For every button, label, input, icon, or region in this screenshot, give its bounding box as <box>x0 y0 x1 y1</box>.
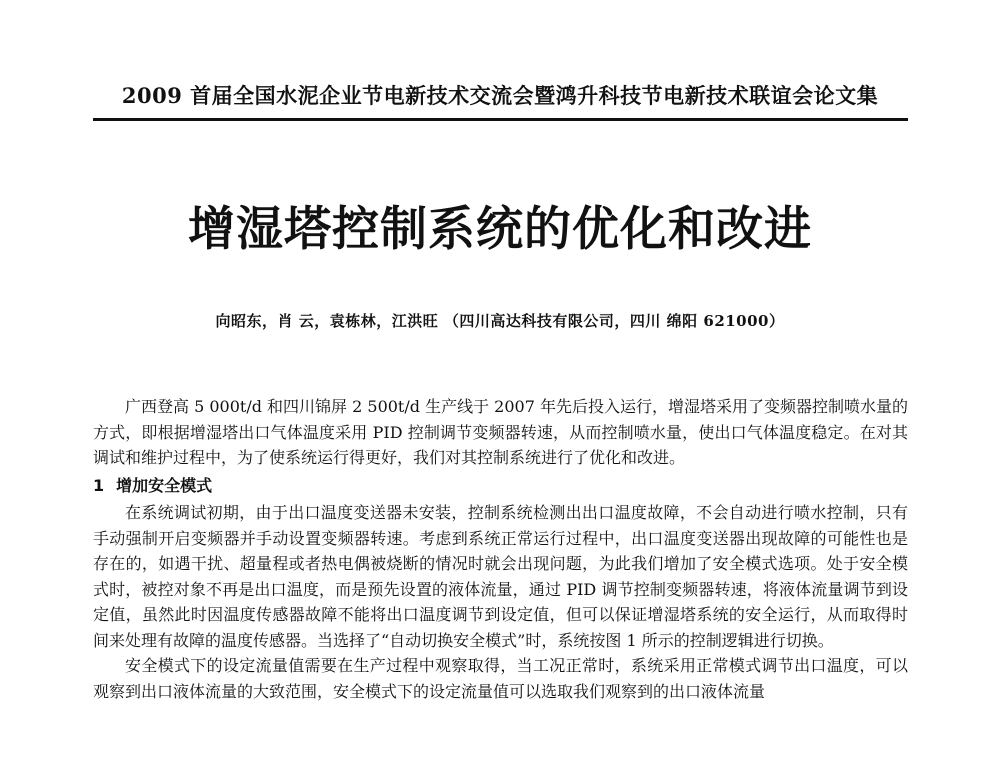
section-title: 增加安全模式 <box>116 475 213 495</box>
paper-title: 增湿塔控制系统的优化和改进 <box>188 202 812 257</box>
section-heading <box>93 473 908 499</box>
author-affiliation: 向昭东，肖 云，袁栋林，江洪旺 （四川高达科技有限公司，四川 绵阳 621000） <box>215 312 785 330</box>
paper-body <box>93 394 908 704</box>
intro-paragraph: 广西登高 5 000t/d 和四川锦屏 2 500t/d 生产线于 2007 年先后投入运行，增湿塔采用了变频器控制喷水量的方式，即根据增湿塔出口气体温度采用 PID 控制调节变频器转速，从而控制喷水量，使出口气体温度稳定。在对其调试和维护过程中，为了使系统运行得更好，我们对其控制系统进行了优化和改进。 <box>93 397 908 467</box>
section-paragraph: 安全模式下的设定流量值需要在生产过程中观察取得，当工况正常时，系统采用正常模式调节出口温度，可以观察到出口液体流量的大致范围，安全模式下的设定流量值可以选取我们观察到的出口液体流量 <box>93 656 908 701</box>
section-paragraph: 在系统调试初期，由于出口温度变送器未安装，控制系统检测出出口温度故障，不会自动进行喷水控制，只有手动强制开启变频器并手动设置变频器转速。考虑到系统正常运行过程中，出口温度变送器出现故障的可能性也是存在的，如遇干扰、超量程或者热电偶被烧断的情况时就会出现问题，为此我们增加了安全模式选项。处于安全模式时，被控对象不再是出口温度，而是预先设置的液体流量，通过 PID 调节控制变频器转速，将液体流量调节到设定值，虽然此时因温度传感器故障不能将出口温度调节到设定值，但可以保证增湿塔系统的安全运行，从而取得时间来处理有故障的温度传感器。当选择了“自动切换安全模式”时，系统按图 1 所示的控制逻辑进行切换。 <box>93 503 908 650</box>
proceedings-header: 2009 首届全国水泥企业节电新技术交流会暨鸿升科技节电新技术联谊会论文集 <box>121 83 879 108</box>
header-rule <box>93 118 908 121</box>
section-number: 1 <box>93 475 105 495</box>
